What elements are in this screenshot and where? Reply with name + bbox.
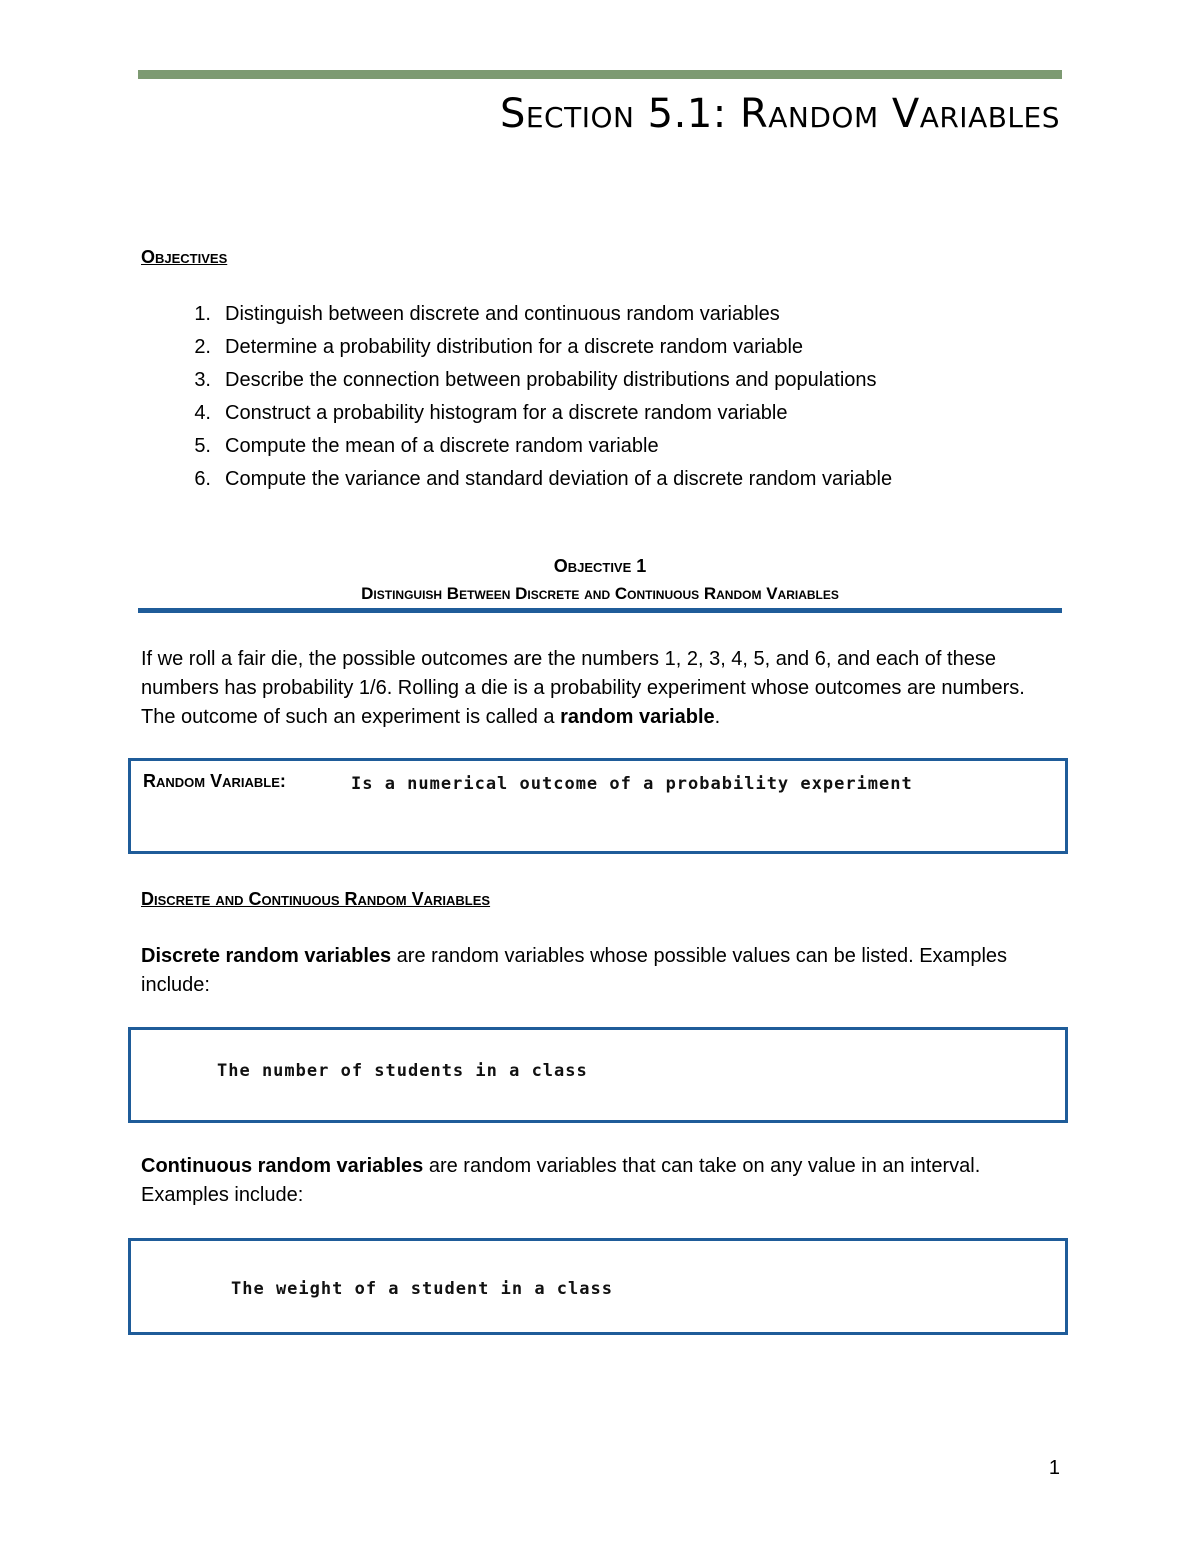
- list-item: [141, 399, 1041, 432]
- item-text: Determine a probability distribution for a discrete random variable: [225, 336, 804, 358]
- list-item: [141, 300, 1041, 333]
- intro-text: If we roll a fair die, the possible outcomes are the numbers 1, 2, 3, 4, 5, and 6, and each of these numbers has probability 1/6. Rolling a die is a probability experiment whose outcomes are numbers. The outcome of such an experiment is called a: [141, 648, 1025, 728]
- objective-label: Objective 1: [553, 556, 647, 576]
- definition-answer: Is a numerical outcome of a probability experiment: [351, 774, 913, 794]
- definition-label: Random Variable:: [143, 771, 286, 791]
- continuous-example: The weight of a student in a class: [231, 1279, 613, 1299]
- definition-box: [128, 758, 1068, 854]
- intro-term: random variable: [560, 706, 715, 728]
- item-number: 6.: [194, 468, 211, 490]
- item-number: 4.: [194, 402, 211, 424]
- discrete-example: The number of students in a class: [217, 1061, 588, 1081]
- objectives-heading: Objectives: [141, 247, 228, 267]
- discrete-paragraph: [141, 942, 1061, 1000]
- item-text: Compute the variance and standard deviation of a discrete random variable: [225, 468, 893, 490]
- item-text: Distinguish between discrete and continuous random variables: [225, 303, 780, 325]
- intro-paragraph: [141, 645, 1061, 732]
- objectives-list: [141, 300, 1041, 498]
- continuous-paragraph: [141, 1152, 1061, 1210]
- list-item: [141, 465, 1041, 498]
- item-number: 5.: [194, 435, 211, 457]
- section-title: Section 5.1: Random Variables: [499, 91, 1060, 137]
- intro-period: .: [714, 706, 721, 728]
- discrete-example-box: [128, 1027, 1068, 1123]
- page-number: 1: [1048, 1457, 1060, 1479]
- continuous-term: Continuous random variables: [141, 1155, 424, 1177]
- continuous-text: are random variables that can take on any value in an interval. Examples include:: [141, 1155, 981, 1206]
- discrete-continuous-heading: Discrete and Continuous Random Variables: [141, 889, 491, 909]
- objective-title: Distinguish Between Discrete and Continuous Random Variables: [361, 584, 839, 603]
- discrete-term: Discrete random variables: [141, 945, 392, 967]
- item-number: 3.: [194, 369, 211, 391]
- continuous-example-box: [128, 1238, 1068, 1335]
- list-item: [141, 432, 1041, 465]
- section-divider: [138, 608, 1062, 613]
- list-item: [141, 333, 1041, 366]
- item-text: Construct a probability histogram for a discrete random variable: [225, 402, 788, 424]
- objective-1-header: [138, 553, 1062, 609]
- list-item: [141, 366, 1041, 399]
- top-rule: [138, 70, 1062, 79]
- item-text: Compute the mean of a discrete random variable: [225, 435, 659, 457]
- item-number: 1.: [194, 303, 211, 325]
- discrete-text: are random variables whose possible values can be listed. Examples include:: [141, 945, 1008, 996]
- item-text: Describe the connection between probability distributions and populations: [225, 369, 877, 391]
- item-number: 2.: [194, 336, 211, 358]
